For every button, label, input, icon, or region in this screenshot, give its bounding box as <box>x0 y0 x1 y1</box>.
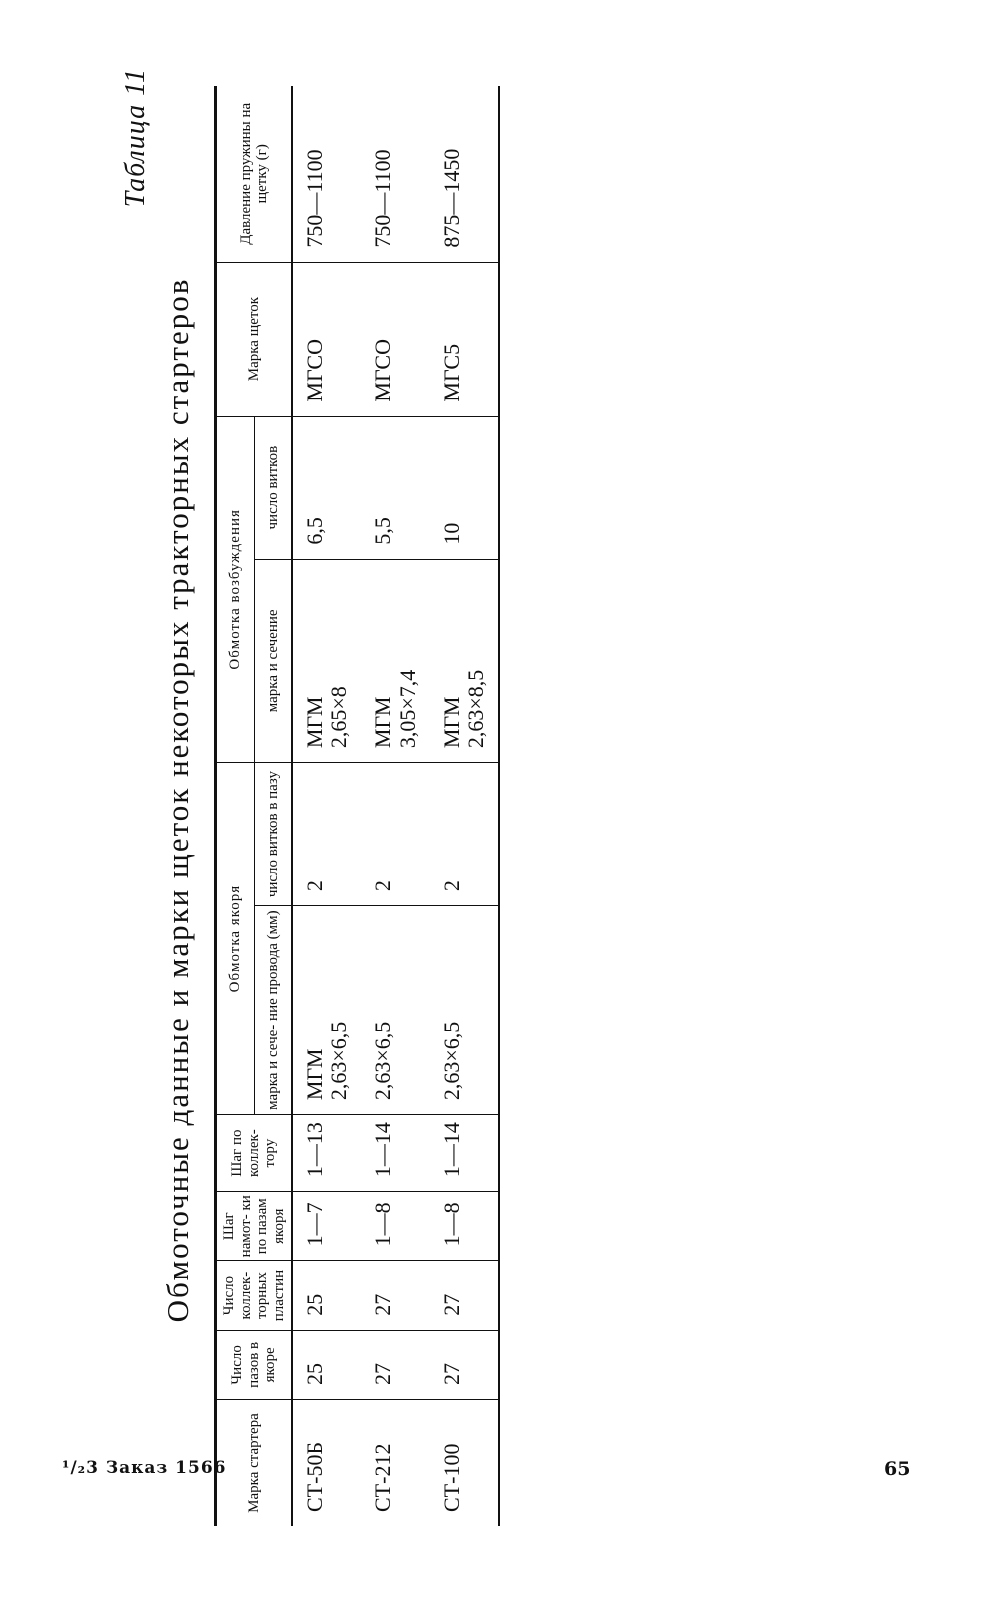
cell-commutator-pitch: 1—14 <box>430 1115 499 1192</box>
header-starter: Марка стартера <box>216 1400 293 1527</box>
cell-starter: СТ-50Б <box>302 1441 327 1512</box>
cell-field-wire-line1: МГМ <box>302 696 327 749</box>
header-spring-pressure: Давление пружины на щетку (г) <box>216 86 293 262</box>
table-row <box>361 86 429 1526</box>
cell-armature-turns: 2 <box>430 763 499 906</box>
cell-plates: 27 <box>430 1261 499 1330</box>
cell-field-wire-line1: МГМ <box>438 696 464 749</box>
footer-order-note: ¹/₂3 Заказ 1566 <box>62 1458 227 1478</box>
page-number: 65 <box>884 1458 911 1480</box>
cell-field-wire <box>361 559 429 763</box>
cell-winding-pitch: 1—8 <box>430 1192 499 1261</box>
cell-spring-pressure: 750—1100 <box>292 86 361 262</box>
cell-field-wire-line2: 2,65×8 <box>326 686 352 749</box>
cell-slots: 25 <box>292 1330 361 1399</box>
cell-starter: СТ-100 <box>430 1400 499 1527</box>
table-title: Обмоточные данные и марки щеток некоторых тракторных стартеров <box>160 277 195 1323</box>
cell-starter: СТ-212 <box>370 1443 396 1512</box>
header-armature-group: Обмотка якоря <box>216 763 255 1115</box>
header-brush-grade: Марка щеток <box>216 262 293 416</box>
cell-armature-wire-line1: 2,63×6,5 <box>438 1021 464 1101</box>
header-armature-wire: марка и сече- ние провода (мм) <box>254 906 292 1115</box>
cell-armature-wire-line1: МГМ <box>302 1048 327 1101</box>
cell-field-turns: 5,5 <box>361 416 429 559</box>
cell-brush-grade: МГСО <box>292 262 361 416</box>
cell-field-wire-line1: МГМ <box>370 696 396 749</box>
cell-armature-wire-line1: 2,63×6,5 <box>370 1021 396 1101</box>
cell-armature-turns: 2 <box>292 763 361 906</box>
cell-spring-pressure: 750—1100 <box>361 86 429 262</box>
header-row-groups <box>216 86 255 1526</box>
table-caption: Таблица 11 <box>120 68 151 208</box>
header-armature-turns: число витков в пазу <box>254 763 292 906</box>
table-row <box>430 86 499 1526</box>
cell-winding-pitch: 1—8 <box>361 1192 429 1261</box>
header-winding-pitch: Шаг намот- ки по пазам якоря <box>216 1192 293 1261</box>
starter-specs-table <box>214 86 500 1526</box>
cell-slots: 27 <box>361 1330 429 1399</box>
cell-plates: 25 <box>292 1261 361 1330</box>
cell-armature-turns: 2 <box>361 763 429 906</box>
cell-field-wire-line2: 3,05×7,4 <box>394 669 420 749</box>
cell-armature-wire-line2: 2,63×6,5 <box>326 1021 352 1101</box>
header-commutator-pitch: Шаг по коллек- тору <box>216 1115 293 1192</box>
header-field-group: Обмотка возбуждения <box>216 416 255 763</box>
header-plates: Число коллек- торных пластин <box>216 1261 293 1330</box>
cell-armature-wire <box>292 906 361 1115</box>
header-slots: Число пазов в якоре <box>216 1330 293 1399</box>
cell-field-turns: 10 <box>430 416 499 559</box>
cell-field-wire-line2: 2,63×8,5 <box>462 669 488 749</box>
cell-commutator-pitch: 1—13 <box>292 1115 361 1192</box>
cell-field-wire <box>292 559 361 763</box>
table-row <box>292 86 361 1526</box>
cell-armature-wire <box>430 906 499 1115</box>
cell-armature-wire <box>361 906 429 1115</box>
rotated-table-block <box>106 60 686 1540</box>
cell-slots: 27 <box>430 1330 499 1399</box>
cell-spring-pressure: 875—1450 <box>430 86 499 262</box>
cell-plates: 27 <box>361 1261 429 1330</box>
cell-brush-grade: МГС5 <box>430 262 499 416</box>
cell-brush-grade: МГСО <box>361 262 429 416</box>
cell-field-turns: 6,5 <box>292 416 361 559</box>
header-field-wire: марка и сечение <box>254 559 292 763</box>
cell-commutator-pitch: 1—14 <box>361 1115 429 1192</box>
cell-winding-pitch: 1—7 <box>292 1192 361 1261</box>
header-field-turns: число витков <box>254 416 292 559</box>
cell-field-wire <box>430 559 499 763</box>
